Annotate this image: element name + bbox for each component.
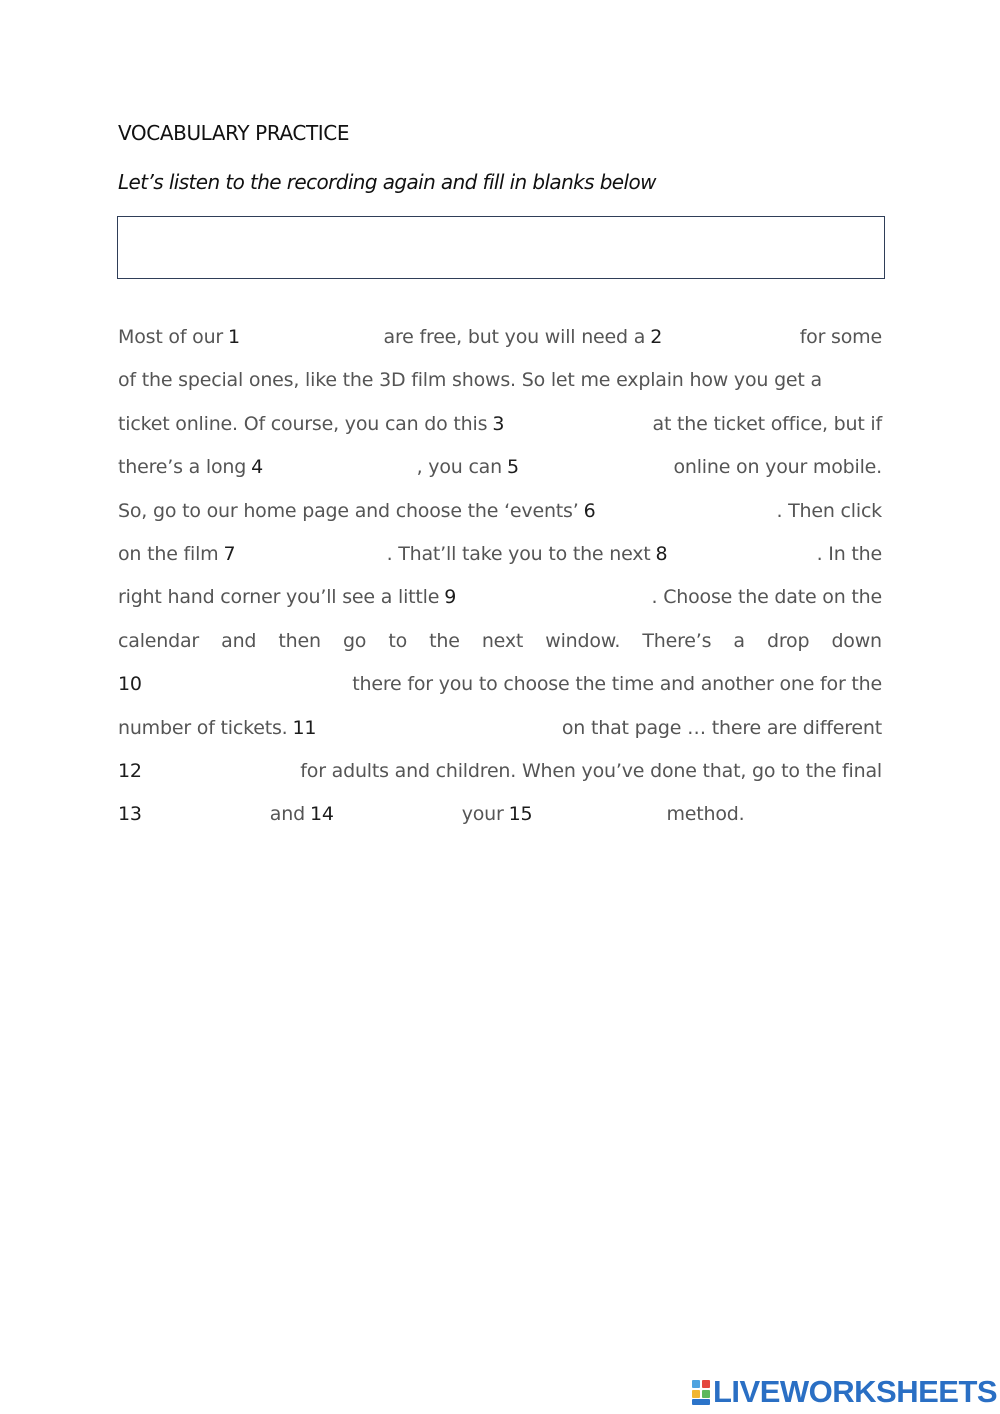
blank-number-5: 5 xyxy=(506,456,519,479)
blank-number-13: 13 xyxy=(118,803,142,826)
passage-text: and xyxy=(269,803,305,826)
blank-number-2: 2 xyxy=(650,326,663,348)
passage-word: window. xyxy=(545,629,621,652)
passage-word: a xyxy=(733,629,745,652)
passage-line-5 xyxy=(118,490,882,533)
blank-number-7: 7 xyxy=(223,542,236,565)
passage-line-10 xyxy=(118,707,882,750)
passage-line-3 xyxy=(118,403,882,446)
passage-line-8 xyxy=(118,620,882,663)
passage-segment xyxy=(118,750,270,793)
passage-text: are free, but you will need a xyxy=(383,326,646,348)
passage-text: for adults and children. When you’ve done that, go to the final xyxy=(300,759,882,782)
passage-word: go xyxy=(342,629,367,652)
passage-segment xyxy=(118,533,367,576)
passage-text: your xyxy=(461,803,504,826)
passage-segment xyxy=(118,490,737,533)
blank-number-15: 15 xyxy=(508,803,533,826)
passage-segment xyxy=(118,663,276,706)
passage-segment xyxy=(118,316,356,359)
blank-number-6: 6 xyxy=(583,499,596,522)
passage-segment xyxy=(384,316,773,359)
passage-text: right hand corner you’ll see a little xyxy=(118,586,440,609)
passage-line-9 xyxy=(118,663,882,706)
passage-word: down xyxy=(831,629,882,652)
passage-text: . That’ll take you to the next xyxy=(386,542,651,565)
passage-text: . Choose the date on the xyxy=(651,586,882,609)
passage-line-2 xyxy=(118,359,882,402)
passage-segment xyxy=(417,446,648,489)
passage-text: there for you to choose the time and another one for the xyxy=(352,673,882,696)
passage-text: method. xyxy=(666,803,745,826)
passage-segment xyxy=(118,707,446,750)
passage-line-6 xyxy=(118,533,882,576)
blank-number-12: 12 xyxy=(118,759,142,782)
passage-text: Most of our xyxy=(118,326,224,348)
word-bank-box xyxy=(117,216,885,279)
passage-text: on the film xyxy=(118,542,219,565)
blank-number-11: 11 xyxy=(292,716,317,739)
passage-word: then xyxy=(278,629,321,652)
passage-text: ticket online. Of course, you can do this xyxy=(118,412,488,435)
passage-line-1 xyxy=(118,316,882,359)
passage-segment xyxy=(118,446,391,489)
blank-number-1: 1 xyxy=(228,326,240,348)
passage-text: at the ticket office, but if xyxy=(652,412,882,435)
instruction-text: Let’s listen to the recording again and fill in blanks below xyxy=(118,170,656,194)
logo-text: LIVEWORKSHEETS xyxy=(713,1374,998,1409)
passage-text: number of tickets. xyxy=(118,716,288,739)
gap-fill-passage xyxy=(118,316,882,837)
passage-text: . Then click xyxy=(776,499,882,522)
passage-word: to xyxy=(388,629,408,652)
passage-line-4 xyxy=(118,446,882,489)
passage-text: . In the xyxy=(816,542,882,565)
liveworksheets-logo xyxy=(692,1374,997,1410)
passage-text: there’s a long xyxy=(118,456,247,479)
passage-word: There’s xyxy=(642,629,712,652)
passage-line-11 xyxy=(118,750,882,793)
blank-number-3: 3 xyxy=(492,412,505,435)
blank-number-10: 10 xyxy=(118,673,142,696)
blank-number-8: 8 xyxy=(655,542,668,565)
passage-word: and xyxy=(221,629,257,652)
passage-text: on that page … there are different xyxy=(561,716,882,739)
passage-line-12 xyxy=(118,793,882,836)
passage-line-7 xyxy=(118,576,882,619)
passage-word: the xyxy=(429,629,460,652)
passage-text: for some xyxy=(799,326,882,348)
passage-word: next xyxy=(481,629,524,652)
passage-text: of the special ones, like the 3D film shows. So let me explain how you get a xyxy=(118,369,822,392)
blank-number-4: 4 xyxy=(251,456,264,479)
passage-text: , you can xyxy=(416,456,502,479)
passage-segment xyxy=(118,576,584,619)
passage-segment xyxy=(387,533,798,576)
passage-word: drop xyxy=(766,629,810,652)
passage-text: online on your mobile. xyxy=(673,456,882,479)
passage-segment xyxy=(118,403,617,446)
passage-word: calendar xyxy=(118,629,200,652)
passage-text: So, go to our home page and choose the ‘events’ xyxy=(118,499,579,522)
page-title: VOCABULARY PRACTICE xyxy=(118,121,350,145)
blank-number-14: 14 xyxy=(309,803,334,826)
liveworksheets-logo-icon xyxy=(692,1378,711,1406)
blank-number-9: 9 xyxy=(444,586,457,609)
